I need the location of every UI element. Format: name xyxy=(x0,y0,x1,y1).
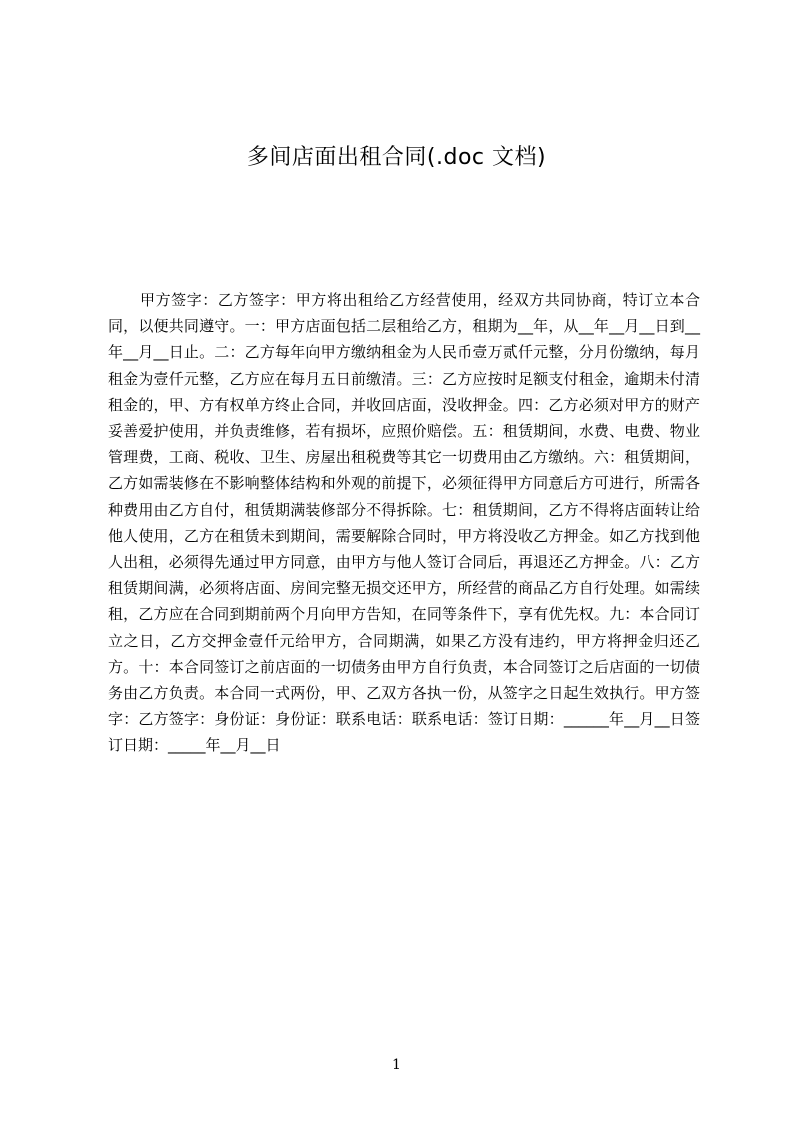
contract-body-paragraph: 甲方签字：乙方签字：甲方将出租给乙方经营使用，经双方共同协商，特订立本合同，以便共同遵守。一：甲方店面包括二层租给乙方，租期为__年，从__年__月__日到__年__月__日止。二：乙方每年向甲方缴纳租金为人民币壹万贰仟元整，分月份缴纳，每月租金为壹仟元整，乙方应在每月五日前缴清。三：乙方应按时足额支付租金，逾期未付清租金的，甲、方有权单方终止合同，并收回店面，没收押金。四：乙方必须对甲方的财产妥善爱护使用，并负责维修，若有损坏，应照价赔偿。五：租赁期间，水费、电费、物业管理费，工商、税收、卫生、房屋出租税费等其它一切费用由乙方缴纳。六：租赁期间，乙方如需装修在不影响整体结构和外观的前提下，必须征得甲方同意后方可进行，所需各种费用由乙方自付，租赁期满装修部分不得拆除。七：租赁期间，乙方不得将店面转让给他人使用，乙方在租赁未到期间，需要解除合同时，甲方将没收乙方押金。如乙方找到他人出租，必须得先通过甲方同意，由甲方与他人签订合同后，再退还乙方押金。八：乙方租赁期间满，必须将店面、房间完整无损交还甲方，所经营的商品乙方自行处理。如需续租，乙方应在合同到期前两个月向甲方告知，在同等条件下，享有优先权。九：本合同订立之日，乙方交押金壹仟元给甲方，合同期满，如果乙方没有违约，甲方将押金归还乙方。十：本合同签订之前店面的一切债务由甲方自行负责，本合同签订之后店面的一切债务由乙方负责。本合同一式两份，甲、乙双方各执一份，从签字之日起生效执行。甲方签字：乙方签字：身份证：身份证：联系电话：联系电话：签订日期：______年__月__日签订日期：_____年__月__日 xyxy=(108,291,700,755)
document-title: 多间店面出租合同(.doc 文档) xyxy=(246,145,547,170)
page-number: 1 xyxy=(392,1057,401,1073)
